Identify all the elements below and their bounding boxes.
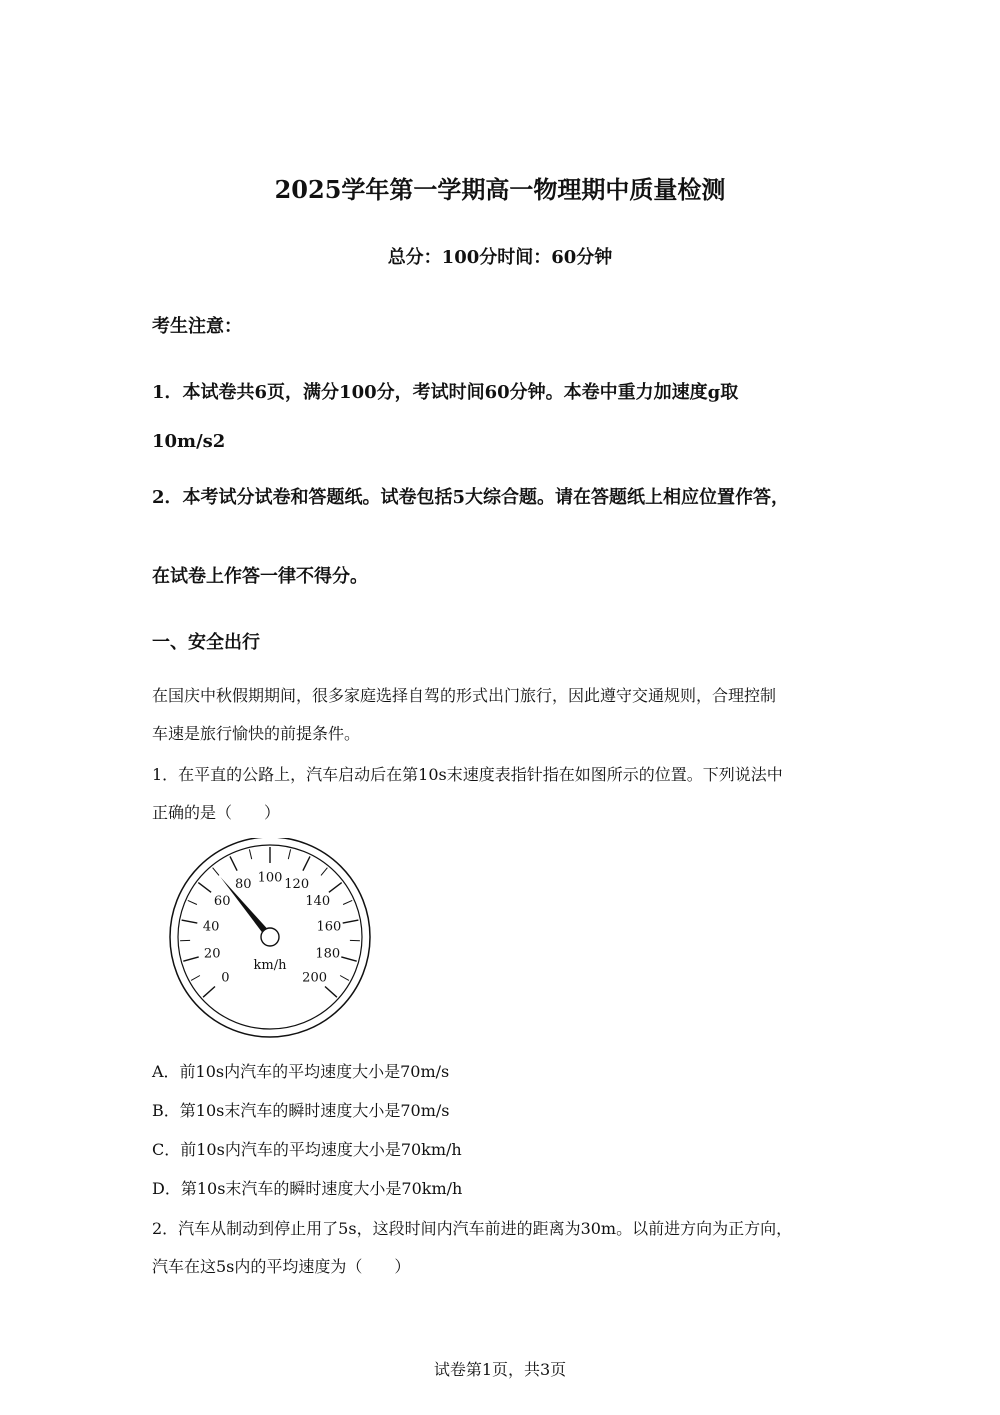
notice-item-1: 1．本试卷共6页，满分100分，考试时间60分钟。本卷中重力加速度g取 (152, 382, 739, 403)
gauge-tick (182, 920, 198, 923)
gauge-label-180: 180 (315, 946, 341, 962)
gauge-label-40: 40 (202, 919, 220, 935)
notice-heading: 考生注意： (152, 316, 242, 337)
option-d: D．第10s末汽车的瞬时速度大小是70km/h (152, 1179, 463, 1198)
gauge-label-200: 200 (302, 970, 328, 986)
gauge-label-60: 60 (213, 894, 231, 910)
gauge-tick (198, 883, 211, 893)
section-intro-continued: 车速是旅行愉快的前提条件。 (152, 724, 361, 743)
gauge-label-160: 160 (316, 919, 342, 935)
section-intro: 在国庆中秋假期期间，很多家庭选择自驾的形式出门旅行，因此遵守交通规则，合理控制 (152, 686, 777, 705)
question-1-stem: 1．在平直的公路上，汽车启动后在第10s末速度表指针指在如图所示的位置。下列说法中 (152, 765, 783, 784)
gauge-tick (230, 856, 237, 870)
gauge-tick (213, 868, 219, 876)
gauge-hub (261, 928, 279, 946)
gauge-tick (343, 920, 359, 923)
notice-item-2-continued: 在试卷上作答一律不得分。 (152, 566, 368, 587)
gauge-tick (288, 849, 290, 859)
gauge-label-140: 140 (305, 894, 331, 910)
gauge-tick (183, 957, 198, 961)
option-c: C．前10s内汽车的平均速度大小是70km/h (152, 1140, 462, 1159)
gauge-tick (343, 900, 352, 904)
question-2-stem: 2．汽车从制动到停止用了5s，这段时间内汽车前进的距离为30m。以前进方向为正方向， (152, 1219, 793, 1238)
gauge-tick (303, 856, 310, 870)
notice-item-1-continued: 10m/s2 (152, 431, 226, 452)
question-2-stem-continued: 汽车在这5s内的平均速度为（ ） (152, 1257, 411, 1276)
exam-title: 2025学年第一学期高一物理期中质量检测 (274, 175, 726, 204)
gauge-unit-label: km/h (253, 958, 287, 973)
notice-item-2: 2．本考试分试卷和答题纸。试卷包括5大综合题。请在答题纸上相应位置作答， (152, 487, 790, 508)
option-a: A．前10s内汽车的平均速度大小是70m/s (152, 1062, 450, 1081)
gauge-tick (203, 987, 215, 998)
speedometer-figure (168, 838, 374, 1038)
gauge-tick (249, 849, 251, 859)
gauge-tick (341, 957, 356, 961)
gauge-label-120: 120 (284, 876, 310, 892)
gauge-label-100: 100 (257, 870, 283, 886)
gauge-tick (321, 868, 327, 876)
page-footer: 试卷第1页，共3页 (433, 1360, 567, 1379)
gauge-label-20: 20 (203, 946, 221, 962)
exam-subtitle: 总分：100分时间：60分钟 (387, 247, 613, 268)
gauge-tick (188, 900, 197, 904)
gauge-tick (325, 987, 337, 998)
gauge-tick (329, 883, 342, 893)
section-heading: 一、安全出行 (152, 632, 260, 653)
gauge-label-0: 0 (221, 970, 230, 986)
gauge-tick (340, 976, 349, 981)
gauge-tick (191, 976, 200, 981)
option-b: B．第10s末汽车的瞬时速度大小是70m/s (152, 1101, 450, 1120)
gauge-label-80: 80 (235, 876, 252, 892)
question-1-stem-continued: 正确的是（ ） (152, 803, 281, 822)
